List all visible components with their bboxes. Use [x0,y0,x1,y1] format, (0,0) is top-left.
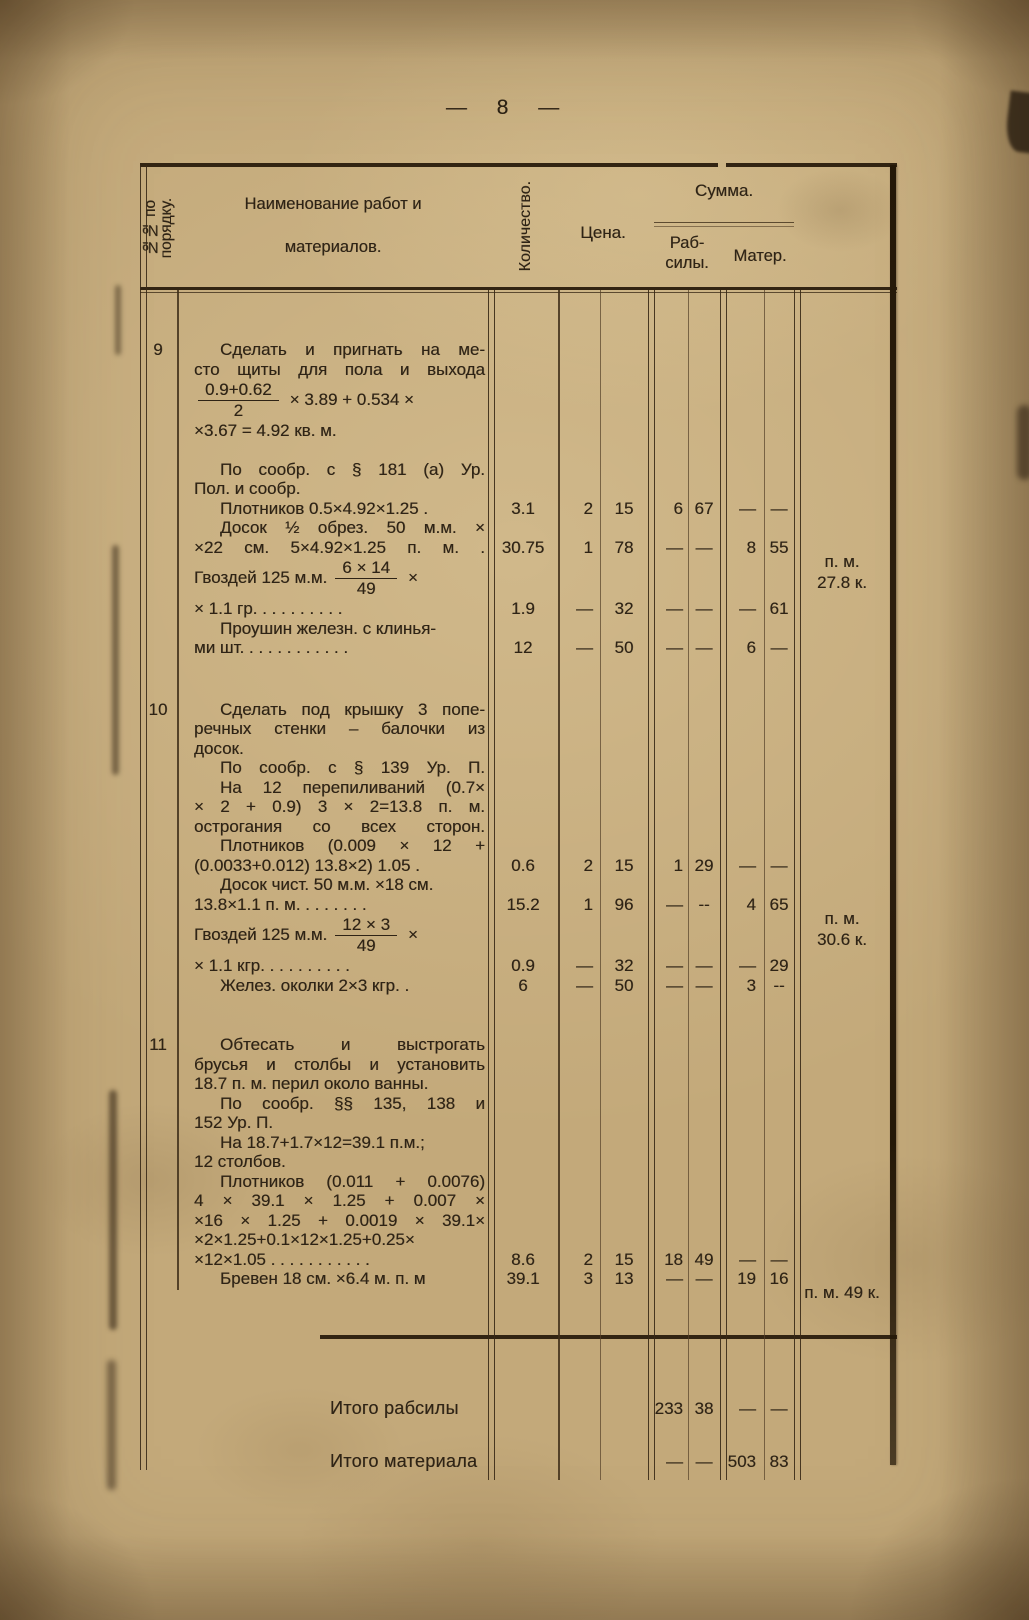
fraction-denominator: 49 [356,935,376,955]
table-line [140,1055,897,1075]
table-line [140,817,897,837]
table-line [140,1172,897,1192]
work-description: × 1.1 кгр. . . . . . . . . . [194,956,350,975]
labor-kop-cell: — [695,975,713,995]
price-rub-cell: 1 [583,894,593,914]
table-line [140,1094,897,1114]
table-line [140,778,897,798]
labor-kop-cell: — [695,1269,713,1288]
material-rub-cell: — [739,1399,756,1418]
column-header-number [141,173,177,283]
qty-cell: 0.6 [511,855,535,875]
material-rub-cell: — [739,599,756,618]
column-header-labor: Раб- силы. [665,234,709,272]
qty-cell: 6 [518,975,528,995]
price-rub-cell: 2 [583,1249,593,1269]
binding-shadow [107,1360,116,1490]
labor-kop-cell: — [695,638,713,657]
table-line [140,1035,897,1055]
fraction-pre: Гвоздей 125 м.м. [194,925,328,945]
table-line [140,479,897,499]
work-description: 13.8×1.1 п. м. . . . . . . . [194,894,367,914]
work-description: На 18.7+1.7×12=39.1 п.м.; [220,1132,425,1152]
table-line [140,797,897,817]
estimate-item-10 [140,700,897,996]
price-kop-cell: 15 [614,855,634,875]
totals-row [140,1450,897,1472]
work-description: брусья и столбы и установить [194,1054,485,1074]
work-description: 12 столбов. [194,1152,286,1171]
labor-rub-cell: — [666,599,683,618]
material-kop-cell: -- [773,975,785,995]
table-line [140,1152,897,1172]
column-header-quantity: Количество. [517,180,534,272]
fraction-post: × [408,568,418,588]
table-line [140,739,897,759]
qty-cell: 12 [513,638,533,657]
table-line [140,379,897,421]
material-rub-cell: 19 [737,1269,756,1288]
column-header-number-line1: №№ по [142,200,159,256]
labor-kop-cell: -- [698,894,710,914]
work-description: × 1.1 гр. . . . . . . . . . [194,599,343,618]
price-kop-cell: 50 [614,975,634,995]
work-description: 4 × 39.1 × 1.25 + 0.007 × [194,1191,485,1210]
price-rub-cell: — [576,638,593,657]
work-description: По сообр. с § 139 Ур. П. [220,758,485,777]
column-header-material: Матер. [733,247,787,265]
table-line [140,700,897,720]
material-rub-cell: — [739,855,756,875]
table-line [140,360,897,380]
material-rub-cell: 4 [746,894,756,914]
totals-label [178,1397,488,1420]
sum-divider-line [654,222,794,223]
material-kop-cell: 83 [769,1452,789,1471]
table-line [140,1230,897,1250]
work-description: ×12×1.05 . . . . . . . . . . . [194,1249,370,1269]
header-bottom-border [140,292,897,293]
labor-rub-cell: — [666,894,683,914]
work-description: Сделать под крышку 3 попе- [220,699,485,719]
work-description: ми шт. . . . . . . . . . . . [194,638,349,657]
column-header-price: Цена. [580,223,626,242]
totals-label [178,1450,488,1473]
labor-kop-cell: — [695,1452,713,1471]
table-body [140,295,897,1302]
page-edge-mark [1017,405,1029,480]
material-rub-cell: 3 [746,975,756,995]
table-line [140,499,897,519]
table-line [140,518,897,538]
price-rub-cell: — [576,956,593,975]
work-description: 18.7 п. м. перил около ванны. [194,1074,429,1093]
table-top-border [726,163,897,167]
labor-rub-cell: 1 [673,855,683,875]
binding-shadow [109,1090,117,1330]
header-bottom-border [140,287,897,290]
price-rub-cell: — [576,599,593,618]
material-rub-cell: — [739,1249,756,1269]
table-line [140,1211,897,1231]
fraction-denominator: 2 [233,400,244,420]
table-line [140,619,897,639]
price-kop-cell: 78 [614,537,634,557]
fraction-numerator: 0.9+0.62 [198,381,279,401]
material-kop-cell: 55 [769,537,789,557]
labor-kop-cell: — [695,956,713,975]
table-line [140,1191,897,1211]
work-description: Пол. и сообр. [194,479,301,498]
work-description: речных стенки – балочки из [194,719,485,738]
labor-rub-cell: — [666,956,683,975]
table-line [140,638,897,658]
work-description: Досок чист. 50 м.м. ×18 см. [220,875,434,894]
work-description: Сделать и пригнать на ме- [220,340,485,359]
totals-separator-line [320,1335,897,1339]
price-kop-cell: 32 [614,956,634,975]
row-number: 10 [148,699,168,719]
labor-kop-cell: 29 [694,855,714,875]
table-line [140,856,897,876]
qty-cell: 1.9 [511,599,535,618]
material-kop-cell: 16 [769,1269,789,1288]
price-kop-cell: 32 [614,599,634,618]
labor-rub-cell: 18 [664,1249,683,1269]
column-header-name-line2: материалов. [284,238,382,256]
table-line [140,460,897,480]
labor-kop-cell: 67 [694,498,714,518]
labor-rub-cell: — [666,537,683,557]
work-description [178,559,488,598]
binding-shadow [112,545,119,775]
material-rub-cell: — [739,498,756,518]
work-description: 152 Ур. П. [194,1113,273,1132]
material-kop-cell: 61 [769,599,789,618]
work-description: Проушин железн. с клинья- [220,618,436,638]
table-top-border [140,163,718,167]
table-line [140,976,897,996]
fraction [335,559,397,598]
material-rub-cell: 6 [746,638,756,657]
material-kop-cell: — [770,638,788,657]
work-description: сто щиты для пола и выхода [194,359,485,379]
labor-kop-cell: — [695,537,713,557]
estimate-table [140,165,897,1480]
material-kop-cell: 65 [769,894,789,914]
work-description: × 2 + 0.9) 3 × 2=13.8 п. м. [194,797,485,816]
table-line [140,1269,897,1302]
work-description: Досок ½ обрез. 50 м.м. × [220,518,485,537]
work-description: Плотников (0.009 × 12 + [220,836,485,855]
qty-cell: 8.6 [511,1249,535,1269]
fraction-numerator: 6 × 14 [335,559,397,579]
price-kop-cell: 13 [614,1269,634,1288]
qty-cell: 39.1 [506,1269,540,1288]
table-line [140,340,897,360]
column-header-name-line1: Наименование работ и [244,195,422,213]
column-header-sum: Сумма. [694,181,754,200]
labor-rub-cell: 233 [654,1399,683,1418]
material-kop-cell: 29 [769,956,789,975]
price-kop-cell: 96 [614,894,634,914]
table-line [140,875,897,895]
fraction-pre: Гвоздей 125 м.м. [194,568,328,588]
unit-price-note: п. м. 27.8 к. [817,551,867,592]
work-description: По сообр. §§ 135, 138 и [220,1093,485,1113]
material-kop-cell: — [770,855,788,875]
qty-cell: 3.1 [511,498,535,518]
table-line [140,1113,897,1133]
fraction-denominator: 49 [356,578,376,598]
labor-kop-cell: 38 [694,1399,714,1418]
fraction-post: × 3.89 + 0.534 × [289,390,414,410]
table-line [140,1074,897,1094]
work-description: Желез. околки 2×3 кгр. . [220,975,410,995]
work-description: острогания со всех сторон. [194,816,485,836]
work-description: На 12 перепиливаний (0.7× [220,777,485,797]
price-rub-cell: 3 [583,1269,593,1288]
price-rub-cell: — [576,975,593,995]
table-line [140,1250,897,1270]
work-description: ×22 см. 5×4.92×1.25 п. м. . [194,537,485,557]
work-description: По сообр. с § 181 (а) Ур. [220,459,485,479]
table-line [140,956,897,976]
work-description: Плотников 0.5×4.92×1.25 . [220,498,429,518]
fraction [335,916,397,955]
totals-label-text: Итого рабсилы [330,1398,459,1418]
qty-cell: 0.9 [511,956,535,975]
table-line [140,599,897,619]
fraction-post: × [408,925,418,945]
work-description: досок. [194,738,244,758]
labor-kop-cell: 49 [694,1249,714,1269]
work-description: Плотников (0.011 + 0.0076) [220,1171,485,1191]
material-kop-cell: — [770,1249,788,1269]
estimate-item-9 [140,340,897,658]
unit-price-note: п. м. 49 к. [804,1283,880,1302]
table-line [140,758,897,778]
labor-kop-cell: — [695,599,713,618]
material-kop-cell: — [770,498,788,518]
material-rub-cell: 503 [727,1452,756,1471]
column-header-number-line2: порядку. [158,197,175,259]
labor-rub-cell: — [666,1269,683,1288]
material-rub-cell: 8 [746,537,756,557]
sum-divider-line [654,226,794,227]
work-description: ×3.67 = 4.92 кв. м. [194,421,337,440]
work-description [178,916,488,955]
price-kop-cell: 15 [614,1249,634,1269]
unit-price-note: п. м. 30.6 к. [817,908,867,949]
material-rub-cell: — [739,956,756,975]
estimate-item-11 [140,1035,897,1302]
price-kop-cell: 50 [614,638,634,657]
price-rub-cell: 2 [583,855,593,875]
qty-cell: 30.75 [501,537,545,557]
binding-shadow [115,285,121,355]
labor-rub-cell: — [666,975,683,995]
price-rub-cell: 2 [583,498,593,518]
labor-rub-cell: — [666,1452,683,1471]
table-line [140,914,897,956]
price-rub-cell: 1 [583,537,593,557]
page-number: — 8 — [445,96,560,119]
table-line [140,719,897,739]
work-description [178,381,488,420]
totals-label-text: Итого материала [330,1451,478,1471]
fraction [198,381,279,420]
row-number: 11 [149,1035,167,1054]
price-kop-cell: 15 [614,498,634,518]
work-description: ×16 × 1.25 + 0.0019 × 39.1× [194,1210,485,1230]
table-line [140,1133,897,1153]
fraction-numerator: 12 × 3 [335,916,397,936]
qty-cell: 15.2 [506,894,540,914]
work-description: ×2×1.25+0.1×12×1.25+0.25× [194,1230,415,1249]
table-line [140,557,897,599]
column-header-name [178,195,488,257]
work-description: Бревен 18 см. ×6.4 м. п. м [220,1269,426,1288]
work-description: Обтесать и выстрогать [220,1035,485,1054]
totals-row [140,1397,897,1419]
material-kop-cell: — [770,1399,788,1418]
labor-rub-cell: — [666,638,683,657]
labor-rub-cell: 6 [673,498,683,518]
table-line [140,421,897,441]
row-number: 9 [153,340,163,359]
table-line [140,836,897,856]
work-description: (0.0033+0.012) 13.8×2) 1.05 . [194,855,420,875]
